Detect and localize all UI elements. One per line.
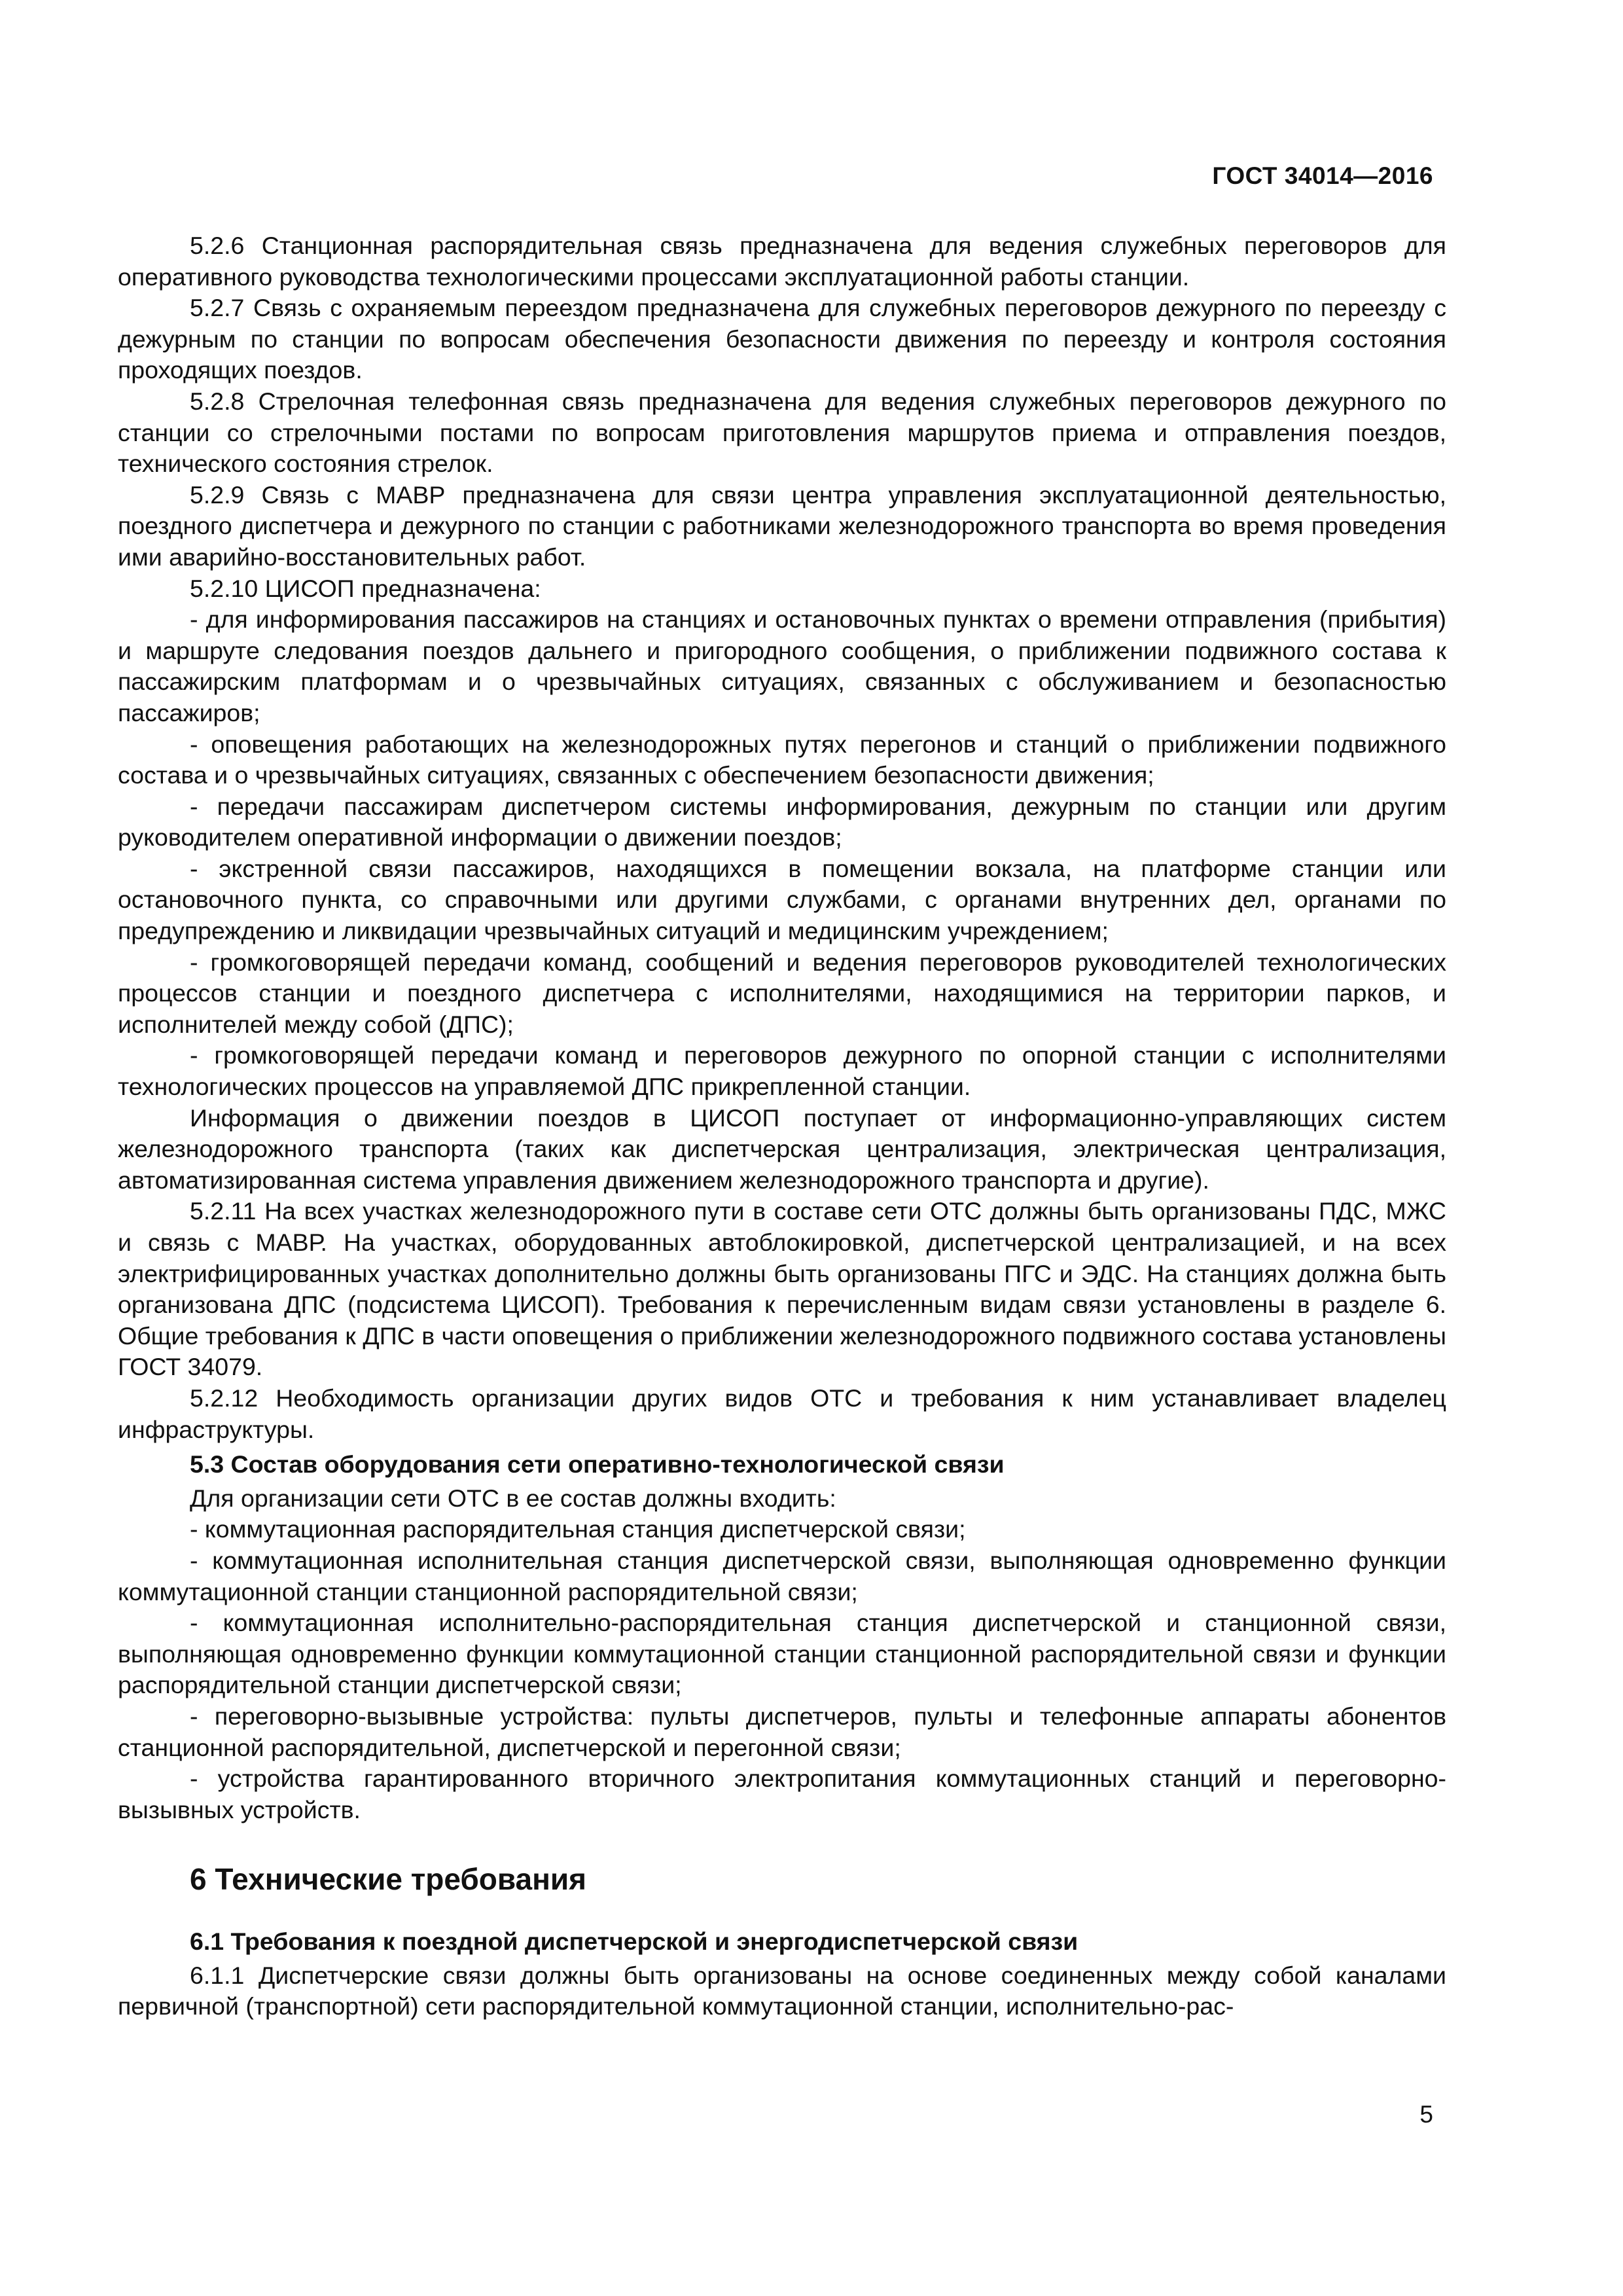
list-item-cisop-4: - экстренной связи пассажиров, находящихся в помещении вокзала, на платформе станции или остановочного пункта, со справочными или другими службами, с органами внутренних дел, органами по предупреждению и ликвидации чрезвычайных ситуаций и медицинским учреждением; [118, 854, 1446, 945]
paragraph-5-2-9: 5.2.9 Связь с МАВР предназначена для связи центра управления эксплуатационной деятельностью, поездного диспетчера и дежурного по станции с работниками железнодорожного транспорта во время проведения ими аварийно-восстановительных работ. [118, 480, 1446, 571]
list-item-equipment-2: - коммутационная исполнительная станция диспетчерской связи, выполняющая одновременно функции коммутационной станции станционной распорядительной связи; [118, 1546, 1446, 1605]
document-body [118, 230, 1446, 2022]
list-item-cisop-1: - для информирования пассажиров на станциях и остановочных пунктах о времени отправления (прибытия) и маршруте следования поездов дальнего и пригородного сообщения, о приближении подвижного состава к пассажирским платформам и о чрезвычайных ситуациях, связанных с обслуживанием и безопасностью пассажиров; [118, 605, 1446, 726]
page-number: 5 [1419, 2101, 1433, 2128]
list-item-cisop-5: - громкоговорящей передачи команд, сообщений и ведения переговоров руководителей технологических процессов станции и поездного диспетчера с исполнителями, находящимися на территории парков, и исполнителей между собой (ДПС); [118, 948, 1446, 1038]
paragraph-5-2-10: 5.2.10 ЦИСОП предназначена: [190, 574, 541, 602]
list-item-cisop-3: - передачи пассажирам диспетчером системы информирования, дежурным по станции или другим руководителем оперативной информации о движении поездов; [118, 792, 1446, 852]
paragraph-6-1-1: 6.1.1 Диспетчерские связи должны быть организованы на основе соединенных между собой каналами первичной (транспортной) сети распорядительной коммутационной станции, исполнительно-рас- [118, 1961, 1446, 2020]
list-item-equipment-4: - переговорно-вызывные устройства: пульты диспетчеров, пульты и телефонные аппараты абонентов станционной распорядительной, диспетчерской и перегонной связи; [118, 1702, 1446, 1761]
document-code: ГОСТ 34014—2016 [1212, 162, 1433, 189]
paragraph-5-2-8: 5.2.8 Стрелочная телефонная связь предназначена для ведения служебных переговоров дежурного по станции со стрелочными постами по вопросам приготовления маршрутов приема и отправления поездов, технического состояния стрелок. [118, 387, 1446, 478]
list-item-cisop-6: - громкоговорящей передачи команд и переговоров дежурного по опорной станции с исполнителями технологических процессов на управляемой ДПС прикрепленной станции. [118, 1041, 1446, 1101]
list-item-cisop-2: - оповещения работающих на железнодорожных путях перегонов и станций о приближении подвижного состава и о чрезвычайных ситуациях, связанных с обеспечением безопасности движения; [118, 730, 1446, 789]
list-item-equipment-3: - коммутационная исполнительно-распорядительная станция диспетчерской и станционной связи, выполняющая одновременно функции коммутационной станции станционной распорядительной связи и функции распорядительной станции диспетчерской связи; [118, 1609, 1446, 1699]
section-5-3-intro: Для организации сети ОТС в ее состав должны входить: [190, 1484, 836, 1512]
list-item-equipment-1: - коммутационная распорядительная станция диспетчерской связи; [190, 1515, 966, 1543]
section-6-1-heading: 6.1 Требования к поездной диспетчерской и энергодиспетчерской связи [190, 1928, 1079, 1956]
paragraph-5-2-7: 5.2.7 Связь с охраняемым переездом предназначена для служебных переговоров дежурного по переезду с дежурным по станции по вопросам обеспечения безопасности движения по переезду и контроля состояния проходящих поездов. [118, 294, 1446, 384]
paragraph-5-2-12: 5.2.12 Необходимость организации других видов ОТС и требования к ним устанавливает владелец инфраструктуры. [118, 1384, 1446, 1443]
list-item-equipment-5: - устройства гарантированного вторичного электропитания коммутационных станций и переговорно-вызывных устройств. [118, 1765, 1446, 1823]
paragraph-cisop-info: Информация о движении поездов в ЦИСОП поступает от информационно-управляющих систем железнодорожного транспорта (таких как диспетчерская централизация, электрическая централизация, автоматизированная система управления движением железнодорожного транспорта и другие). [118, 1103, 1446, 1194]
section-5-3-heading: 5.3 Состав оборудования сети оперативно-технологической связи [190, 1450, 1005, 1479]
section-6-heading: 6 Технические требования [190, 1862, 586, 1897]
paragraph-5-2-6: 5.2.6 Станционная распорядительная связь предназначена для ведения служебных переговоров для оперативного руководства технологическими процессами эксплуатационной работы станции. [118, 232, 1446, 291]
paragraph-5-2-11: 5.2.11 На всех участках железнодорожного пути в составе сети ОТС должны быть организованы ПДС, МЖС и связь с МАВР. На участках, оборудованных автоблокировкой, диспетчерской централизацией, и на всех электрифицированных участках дополнительно должны быть организованы ПГС и ЭДС. На станциях должна быть организована ДПС (подсистема ЦИСОП). Требования к перечисленным видам связи установлены в разделе 6. Общие требования к ДПС в части оповещения о приближении железнодорожного подвижного состава установлены ГОСТ 34079. [118, 1197, 1446, 1381]
